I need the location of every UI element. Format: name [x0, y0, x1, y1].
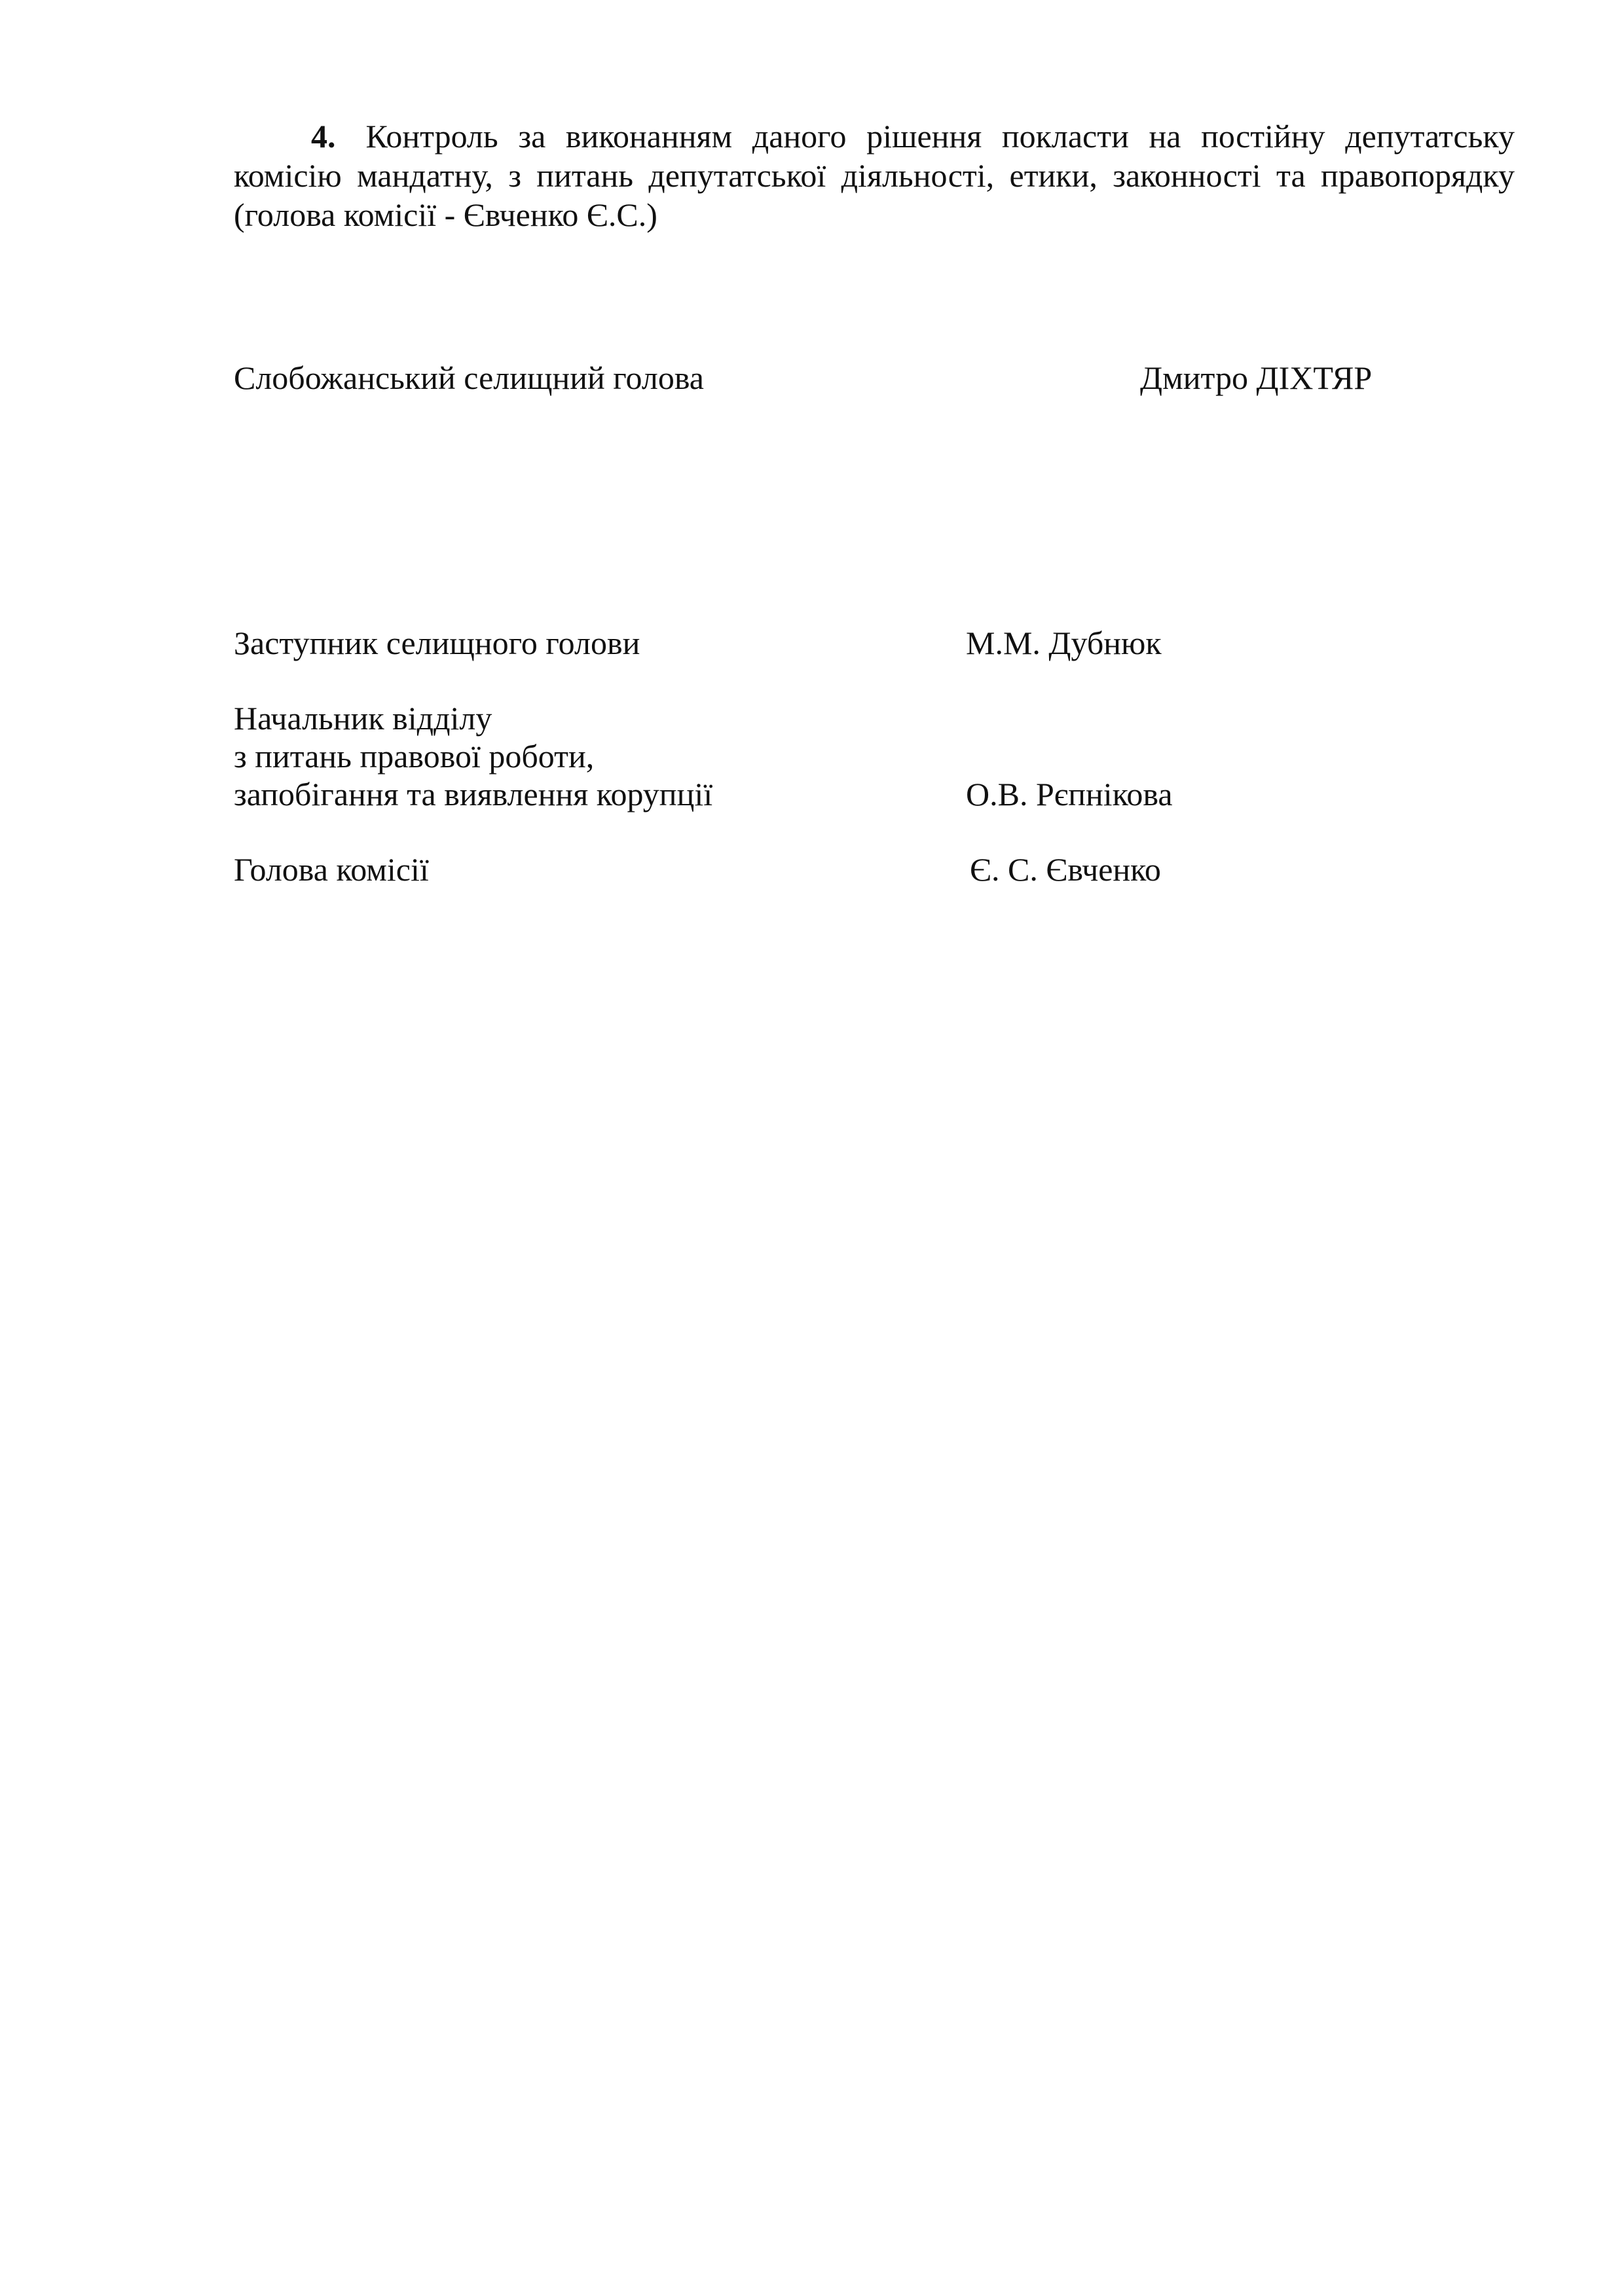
head-name: Дмитро ДІХТЯР: [1140, 359, 1373, 396]
head-position: Слобожанський селищний голова: [234, 359, 704, 396]
approval-name-legal: О.В. Рєпнікова: [966, 776, 1173, 812]
paragraph-text: Контроль за виконанням даного рішення покласти на постійну депутатську комісію мандатну, з питань депутатської діяльності, етики, законності та правопорядку (голова комісії - Євченко Є.С.): [234, 118, 1515, 233]
approval-position-legal-line-2: з питань правової роботи,: [234, 738, 595, 774]
approval-position-deputy: Заступник селищного голови: [234, 625, 640, 661]
approval-name-commission: Є. С. Євченко: [970, 851, 1161, 888]
approval-position-legal-line-3: запобігання та виявлення корупції: [234, 776, 713, 812]
approval-name-deputy: М.М. Дубнюк: [966, 625, 1162, 661]
paragraph-number: 4.: [311, 118, 336, 155]
approval-position-commission: Голова комісії: [234, 851, 429, 888]
control-paragraph: [234, 117, 1515, 234]
approval-position-legal-line-1: Начальник відділу: [234, 700, 492, 737]
